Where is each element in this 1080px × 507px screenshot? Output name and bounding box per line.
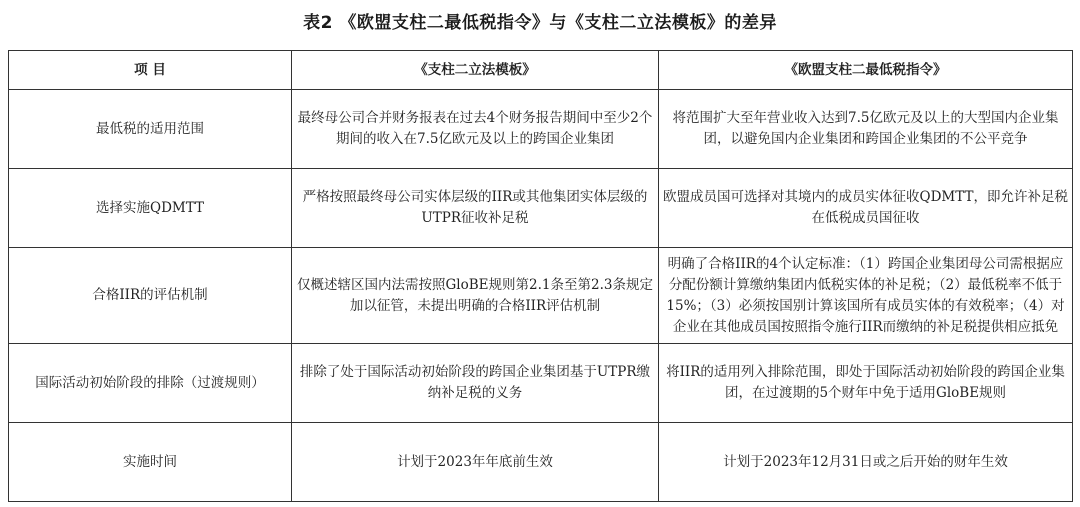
header-directive: 《欧盟支柱二最低税指令》 [659, 51, 1073, 90]
row-item: 合格IIR的评估机制 [9, 248, 292, 344]
row-directive-cell: 欧盟成员国可选择对其境内的成员实体征收QDMTT，即允许补足税在低税成员国征收 [659, 169, 1073, 248]
row-template-cell: 仅概述辖区国内法需按照GloBE规则第2.1条至第2.3条规定加以征管，未提出明确的合格IIR评估机制 [292, 248, 659, 344]
row-item: 国际活动初始阶段的排除（过渡规则） [9, 344, 292, 423]
table-row [9, 248, 1073, 344]
row-item: 选择实施QDMTT [9, 169, 292, 248]
row-directive-cell: 将范围扩大至年营业收入达到7.5亿欧元及以上的大型国内企业集团，以避免国内企业集团和跨国企业集团的不公平竞争 [659, 90, 1073, 169]
table-row [9, 169, 1073, 248]
row-template-cell: 最终母公司合并财务报表在过去4个财务报告期间中至少2个期间的收入在7.5亿欧元及以上的跨国企业集团 [292, 90, 659, 169]
row-template-cell: 严格按照最终母公司实体层级的IIR或其他集团实体层级的UTPR征收补足税 [292, 169, 659, 248]
table-caption: 表2 《欧盟支柱二最低税指令》与《支柱二立法模板》的差异 [303, 13, 777, 33]
comparison-table [8, 50, 1073, 502]
row-template-cell: 计划于2023年年底前生效 [292, 423, 659, 502]
header-template: 《支柱二立法模板》 [292, 51, 659, 90]
row-item: 实施时间 [9, 423, 292, 502]
row-item: 最低税的适用范围 [9, 90, 292, 169]
row-directive-cell: 明确了合格IIR的4个认定标准：（1）跨国企业集团母公司需根据应分配份额计算缴纳集团内低税实体的补足税；（2）最低税率不低于15%；（3）必须按国别计算该国所有成员实体的有效税率；（4）对企业在其他成员国按照指令施行IIR而缴纳的补足税提供相应抵免 [659, 248, 1073, 344]
table-header-row [9, 51, 1073, 90]
row-template-cell: 排除了处于国际活动初始阶段的跨国企业集团基于UTPR缴纳补足税的义务 [292, 344, 659, 423]
table-row [9, 344, 1073, 423]
row-directive-cell: 计划于2023年12月31日或之后开始的财年生效 [659, 423, 1073, 502]
header-item: 项 目 [9, 51, 292, 90]
table-row [9, 90, 1073, 169]
table-row [9, 423, 1073, 502]
row-directive-cell: 将IIR的适用列入排除范围，即处于国际活动初始阶段的跨国企业集团，在过渡期的5个财年中免于适用GloBE规则 [659, 344, 1073, 423]
